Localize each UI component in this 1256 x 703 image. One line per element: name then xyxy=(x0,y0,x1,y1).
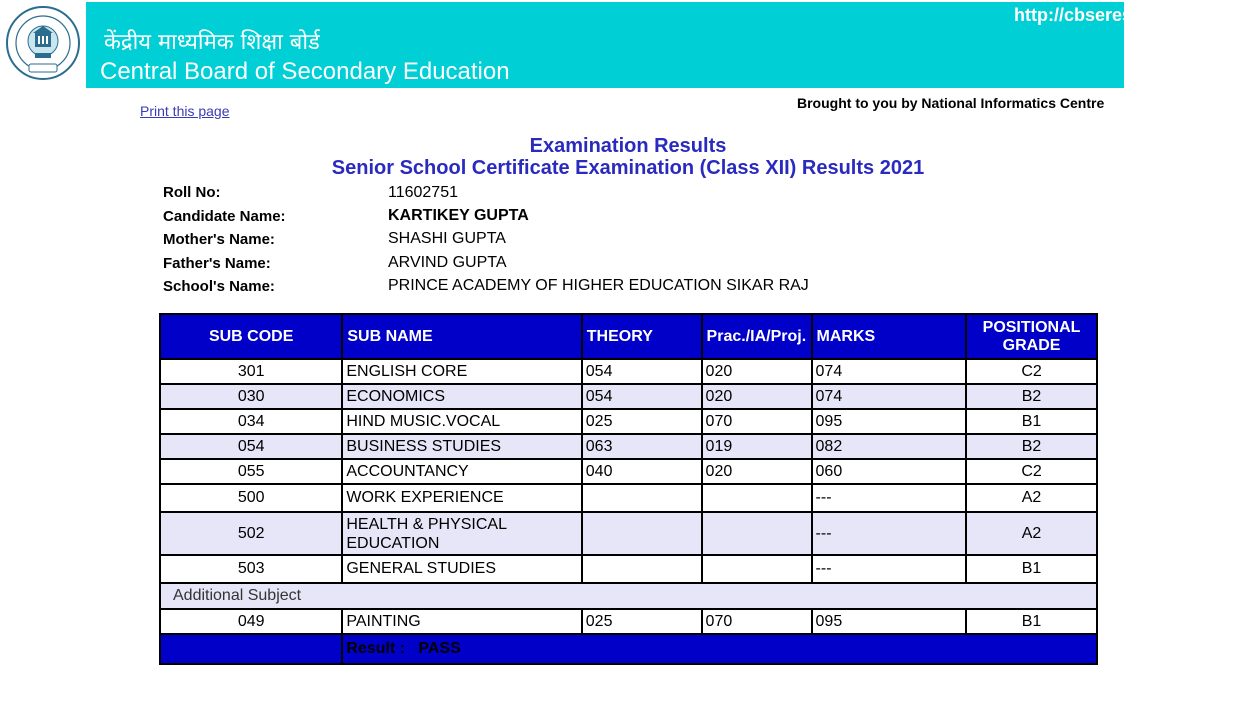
site-url: http://cbseresults.nic.in xyxy=(1014,5,1217,25)
theory-cell xyxy=(582,484,702,512)
practical-cell: 020 xyxy=(702,359,812,384)
marks-table xyxy=(159,313,1098,665)
grade-cell: A2 xyxy=(966,512,1097,555)
header-banner xyxy=(86,2,1217,88)
school-name-label: School's Name: xyxy=(163,278,275,295)
sub-name-cell: HIND MUSIC.VOCAL xyxy=(342,409,581,434)
table-row xyxy=(160,555,1097,583)
hindi-board-title: केंद्रीय माध्यमिक शिक्षा बोर्ड xyxy=(104,30,320,55)
grade-cell: A2 xyxy=(966,484,1097,512)
marks-cell: --- xyxy=(812,484,967,512)
sub-code-cell: 301 xyxy=(160,359,342,384)
marks-cell: 082 xyxy=(812,434,967,459)
school-name-value: PRINCE ACADEMY OF HIGHER EDUCATION SIKAR RAJ xyxy=(388,277,809,294)
grade-cell: B1 xyxy=(966,409,1097,434)
theory-cell: 063 xyxy=(582,434,702,459)
marks-cell: 060 xyxy=(812,459,967,484)
col-header-sub-name: SUB NAME xyxy=(342,314,581,359)
theory-cell: 025 xyxy=(582,409,702,434)
print-page-link[interactable]: Print this page xyxy=(140,103,230,119)
sub-code-cell: 502 xyxy=(160,512,342,555)
grade-cell: C2 xyxy=(966,359,1097,384)
col-header-practical: Prac./IA/Proj. xyxy=(702,314,812,359)
theory-cell: 054 xyxy=(582,384,702,409)
col-header-marks: MARKS xyxy=(812,314,967,359)
result-spacer-cell xyxy=(160,634,342,664)
brought-by-text: Brought to you by National Informatics Centre xyxy=(797,95,1105,111)
sub-name-cell: BUSINESS STUDIES xyxy=(342,434,581,459)
sub-name-cell: ACCOUNTANCY xyxy=(342,459,581,484)
col-header-theory: THEORY xyxy=(582,314,702,359)
sub-code-cell: 034 xyxy=(160,409,342,434)
candidate-name-value: KARTIKEY GUPTA xyxy=(388,207,529,224)
additional-subject-row xyxy=(160,583,1097,609)
practical-cell: 020 xyxy=(702,384,812,409)
sub-code-cell: 054 xyxy=(160,434,342,459)
practical-cell xyxy=(702,555,812,583)
theory-cell: 025 xyxy=(582,609,702,634)
grade-cell: C2 xyxy=(966,459,1097,484)
additional-subject-label: Additional Subject xyxy=(160,583,1097,609)
sub-name-cell: WORK EXPERIENCE xyxy=(342,484,581,512)
sub-code-cell: 049 xyxy=(160,609,342,634)
grade-cell: B2 xyxy=(966,434,1097,459)
marks-cell: --- xyxy=(812,512,967,555)
grade-cell: B1 xyxy=(966,555,1097,583)
practical-cell xyxy=(702,484,812,512)
table-row xyxy=(160,512,1097,555)
sub-code-cell: 055 xyxy=(160,459,342,484)
table-row xyxy=(160,434,1097,459)
english-board-title: Central Board of Secondary Education xyxy=(100,58,510,85)
sub-name-cell: ENGLISH CORE xyxy=(342,359,581,384)
grade-cell: B1 xyxy=(966,609,1097,634)
table-row xyxy=(160,359,1097,384)
roll-no-value: 11602751 xyxy=(388,184,458,201)
marks-cell: 074 xyxy=(812,359,967,384)
marks-cell: 095 xyxy=(812,409,967,434)
sub-name-cell: PAINTING xyxy=(342,609,581,634)
practical-cell: 019 xyxy=(702,434,812,459)
theory-cell: 040 xyxy=(582,459,702,484)
theory-cell xyxy=(582,555,702,583)
theory-cell: 054 xyxy=(582,359,702,384)
table-row xyxy=(160,459,1097,484)
theory-cell xyxy=(582,512,702,555)
sub-name-cell: HEALTH & PHYSICAL EDUCATION xyxy=(342,512,581,555)
mother-name-label: Mother's Name: xyxy=(163,231,275,248)
result-text: Result : PASS xyxy=(342,634,1097,664)
practical-cell: 070 xyxy=(702,609,812,634)
sub-code-cell: 030 xyxy=(160,384,342,409)
page-title: Examination Results xyxy=(529,135,727,157)
cbse-emblem-icon xyxy=(5,3,83,85)
col-header-positional-grade: POSITIONAL GRADE xyxy=(966,314,1097,359)
candidate-name-label: Candidate Name: xyxy=(163,208,286,225)
sub-name-cell: GENERAL STUDIES xyxy=(342,555,581,583)
col-header-sub-code: SUB CODE xyxy=(160,314,342,359)
practical-cell: 070 xyxy=(702,409,812,434)
marks-cell: --- xyxy=(812,555,967,583)
page-header xyxy=(0,0,1217,88)
marks-cell: 074 xyxy=(812,384,967,409)
father-name-label: Father's Name: xyxy=(163,255,271,272)
grade-cell: B2 xyxy=(966,384,1097,409)
table-row xyxy=(160,384,1097,409)
practical-cell xyxy=(702,512,812,555)
father-name-value: ARVIND GUPTA xyxy=(388,254,507,271)
exam-title: Senior School Certificate Examination (Class XII) Results 2021 xyxy=(331,157,925,179)
marks-cell: 095 xyxy=(812,609,967,634)
table-row xyxy=(160,484,1097,512)
table-row xyxy=(160,409,1097,434)
roll-no-label: Roll No: xyxy=(163,184,221,201)
practical-cell: 020 xyxy=(702,459,812,484)
table-row xyxy=(160,609,1097,634)
sub-name-cell: ECONOMICS xyxy=(342,384,581,409)
sub-code-cell: 500 xyxy=(160,484,342,512)
table-header-row xyxy=(160,314,1097,359)
result-row xyxy=(160,634,1097,664)
mother-name-value: SHASHI GUPTA xyxy=(388,230,506,247)
sub-code-cell: 503 xyxy=(160,555,342,583)
